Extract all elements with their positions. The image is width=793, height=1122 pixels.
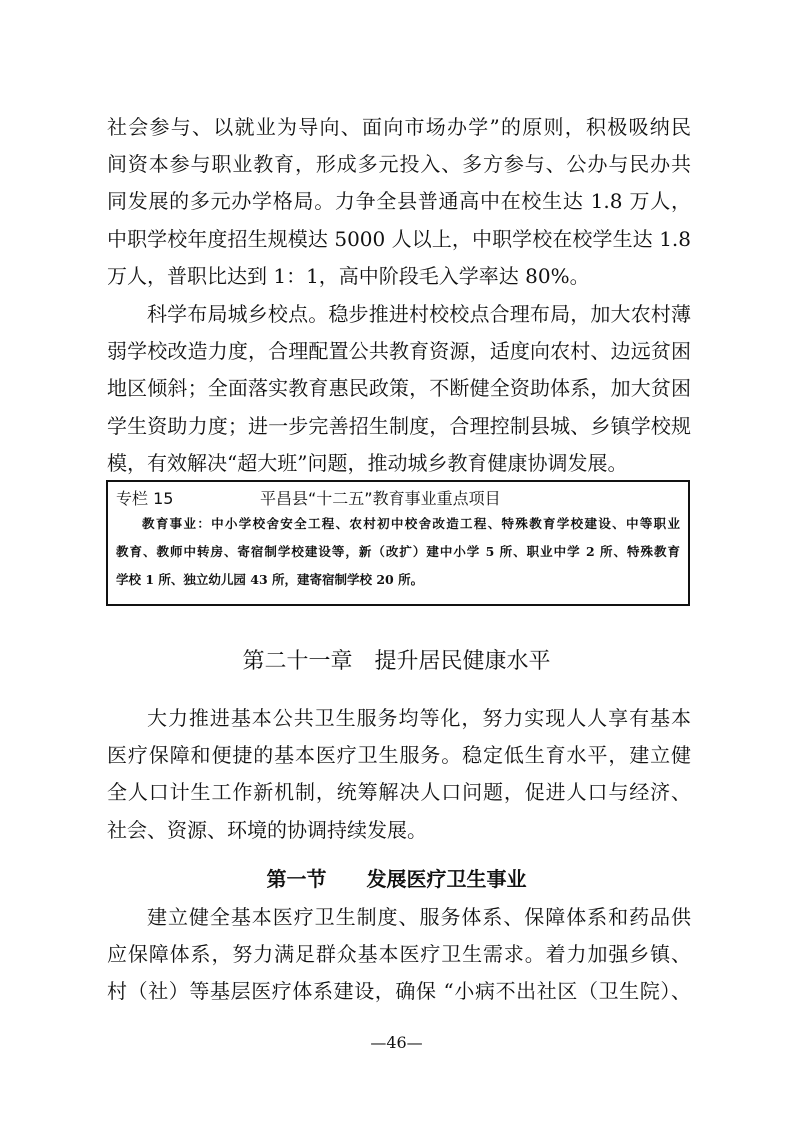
box-title: 平昌县“十二五”教育事业重点项目 — [260, 489, 501, 508]
box-body — [116, 510, 680, 594]
text-line: 大力推进基本公共卫生服务均等化，努力实现人人享有基本 — [147, 706, 691, 730]
text-line: 同发展的多元办学格局。力争全县普通高中在校生达 1.8 万人， — [107, 189, 691, 214]
text-line: 全人口计生工作新机制，统筹解决人口问题，促进人口与经济、 — [107, 780, 691, 805]
text-line: 模，有效解决“超大班”问题，推动城乡教育健康协调发展。 — [107, 450, 628, 475]
chapter-heading: 第二十一章 提升居民健康水平 — [242, 649, 551, 674]
text-line: 间资本参与职业教育，形成多元投入、多方参与、公办与民办共 — [107, 152, 691, 177]
text-line: 科学布局城乡校点。稳步推进村校校点合理布局，加大农村薄 — [147, 302, 691, 326]
page-number: —46— — [370, 1033, 423, 1052]
paragraph-1 — [107, 109, 691, 295]
box-label: 专栏 15 — [116, 489, 174, 508]
box-line: 学校 1 所、独立幼儿园 43 所，建寄宿制学校 20 所。 — [116, 572, 424, 587]
section-heading: 第一节 发展医疗卫生事业 — [266, 867, 527, 891]
column-box — [106, 480, 690, 606]
text-line: 地区倾斜；全面落实教育惠民政策，不断健全资助体系，加大贫困 — [107, 376, 691, 401]
text-line: 社会、资源、环境的协调持续发展。 — [107, 817, 427, 842]
text-line: 医疗保障和便捷的基本医疗卫生服务。稳定低生育水平，建立健 — [107, 743, 691, 768]
text-line: 应保障体系，努力满足群众基本医疗卫生需求。着力加强乡镇、 — [107, 942, 691, 967]
text-line: 学生资助力度；进一步完善招生制度，合理控制县城、乡镇学校规 — [107, 413, 691, 438]
box-line: 教育事业：中小学校舍安全工程、农村初中校舍改造工程、特殊教育学校建设、中等职业 — [142, 516, 680, 531]
text-line: 建立健全基本医疗卫生制度、服务体系、保障体系和药品供 — [147, 905, 691, 929]
text-line: 弱学校改造力度，合理配置公共教育资源，适度向农村、边远贫困 — [107, 339, 691, 364]
text-line: 村（社）等基层医疗体系建设，确保 “小病不出社区（卫生院）、 — [107, 979, 691, 1004]
text-line: 中职学校年度招生规模达 5000 人以上，中职学校在校学生达 1.8 — [107, 226, 691, 251]
text-line: 社会参与、以就业为导向、面向市场办学”的原则，积极吸纳民 — [107, 115, 691, 139]
text-line: 万人，普职比达到 1：1，高中阶段毛入学率达 80%。 — [107, 263, 590, 288]
paragraph-3 — [107, 700, 691, 849]
box-line: 教育、教师中转房、寄宿制学校建设等，新（改扩）建中小学 5 所、职业中学 2 所、特殊教育 — [116, 544, 680, 559]
paragraph-2 — [107, 296, 691, 482]
paragraph-4 — [107, 899, 691, 1011]
